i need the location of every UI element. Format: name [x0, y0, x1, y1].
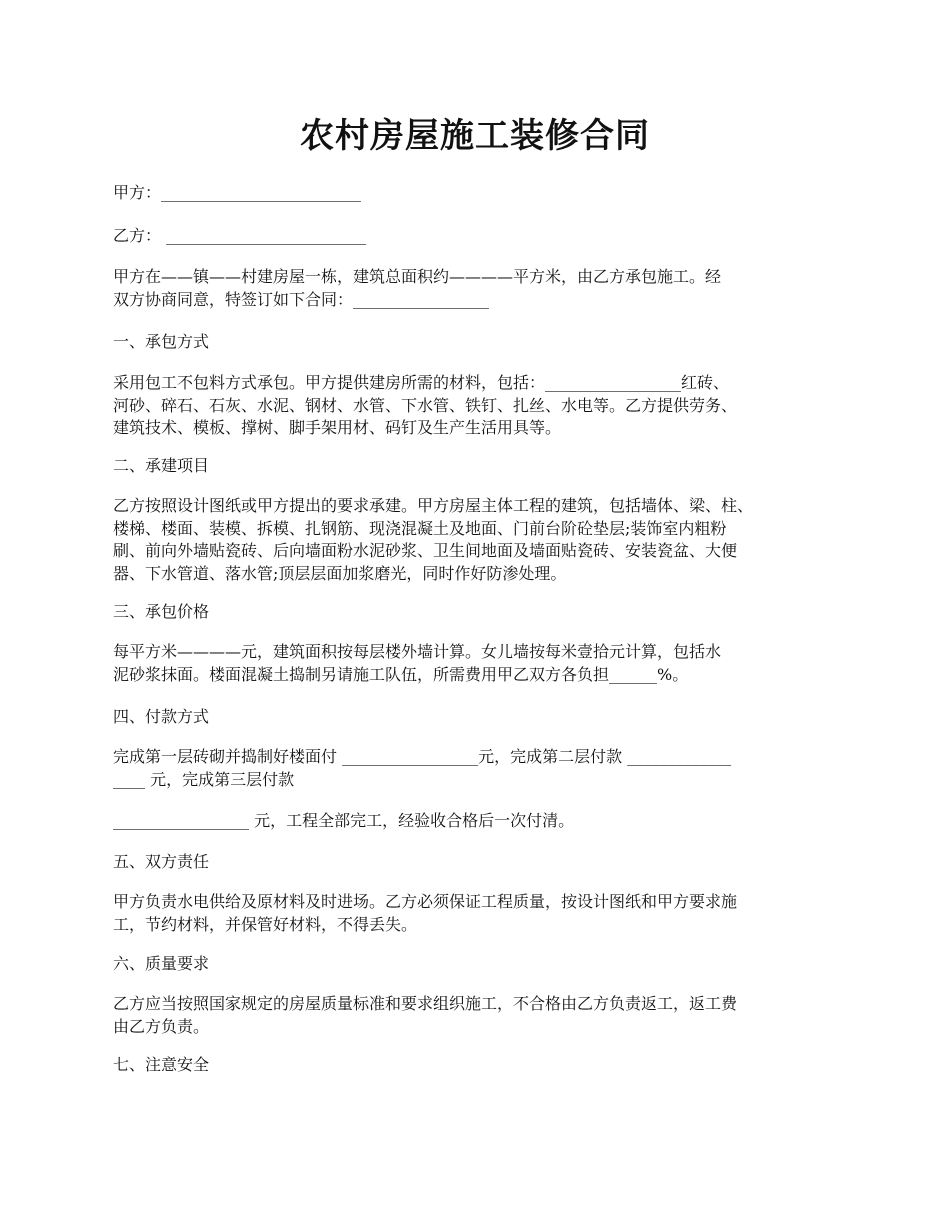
intro-paragraph: [113, 266, 843, 311]
text-line: 每平方米————元，建筑面积按每层楼外墙计算。女儿墙按每米壹拾元计算，包括水: [113, 642, 722, 661]
text-line: 器、下水管道、落水管;顶层层面加浆磨光，同时作好防渗处理。: [113, 563, 567, 583]
section-paragraph: [113, 495, 843, 585]
text-line: ____ 元，完成第三层付款: [113, 769, 295, 789]
section-heading: 四、付款方式: [113, 707, 210, 726]
section-heading: 七、注意安全: [113, 1055, 210, 1074]
section-paragraph: [113, 641, 843, 686]
text-line: 甲方在——镇——村建房屋一栋，建筑总面积约————平方米，由乙方承包施工。经: [113, 267, 722, 286]
party-b-line: 乙方： _________________________: [113, 226, 367, 245]
section-paragraph: [113, 372, 843, 440]
section-paragraph: [113, 891, 843, 936]
text-line: 完成第一层砖砌并捣制好楼面付 _________________元，完成第二层付款 _____________: [113, 747, 732, 766]
text-line: 乙方应当按照国家规定的房屋质量标准和要求组织施工，不合格由乙方负责返工，返工费: [113, 994, 738, 1013]
text-line: 双方协商同意，特签订如下合同：_________________: [113, 289, 490, 309]
text-line: _________________ 元，工程全部完工，经验收合格后一次付清。: [113, 811, 575, 830]
text-line: 建筑技术、模板、撑树、脚手架用材、码钉及生产生活用具等。: [113, 418, 562, 438]
section-heading: 三、承包价格: [113, 602, 210, 621]
text-line: 工，节约材料，并保管好材料，不得丢失。: [113, 914, 418, 934]
text-line: 乙方按照设计图纸或甲方提出的要求承建。甲方房屋主体工程的建筑，包括墙体、梁、柱、: [113, 496, 754, 515]
section-heading: 六、质量要求: [113, 954, 210, 973]
document-title: 农村房屋施工装修合同: [300, 116, 650, 156]
text-line: 楼梯、楼面、装模、拆模、扎钢筋、现浇混凝土及地面、门前台阶砼垫层;装饰室内粗粉: [113, 518, 727, 538]
text-line: 河砂、碎石、石灰、水泥、钢材、水管、下水管、铁钉、扎丝、水电等。乙方提供劳务、: [113, 395, 738, 415]
text-line: 由乙方负责。: [113, 1016, 210, 1036]
section-paragraph: [113, 746, 843, 791]
text-line: 刷、前向外墙贴瓷砖、后向墙面粉水泥砂浆、卫生间地面及墙面贴瓷砖、安装瓷盆、大便: [113, 541, 738, 561]
text-line: 采用包工不包料方式承包。甲方提供建房所需的材料，包括：_________________红砖、: [113, 373, 730, 392]
section-heading: 一、承包方式: [113, 332, 210, 351]
section-heading: 五、双方责任: [113, 852, 210, 871]
text-line: 甲方负责水电供给及原材料及时进场。乙方必须保证工程质量，按设计图纸和甲方要求施: [113, 892, 738, 911]
party-a-line: 甲方：_________________________: [113, 183, 362, 202]
text-line: 泥砂浆抹面。楼面混凝土捣制另请施工队伍，所需费用甲乙双方各负担______%。: [113, 664, 689, 684]
section-heading: 二、承建项目: [113, 456, 210, 475]
section-paragraph: [113, 993, 843, 1038]
section-paragraph: [113, 810, 843, 833]
